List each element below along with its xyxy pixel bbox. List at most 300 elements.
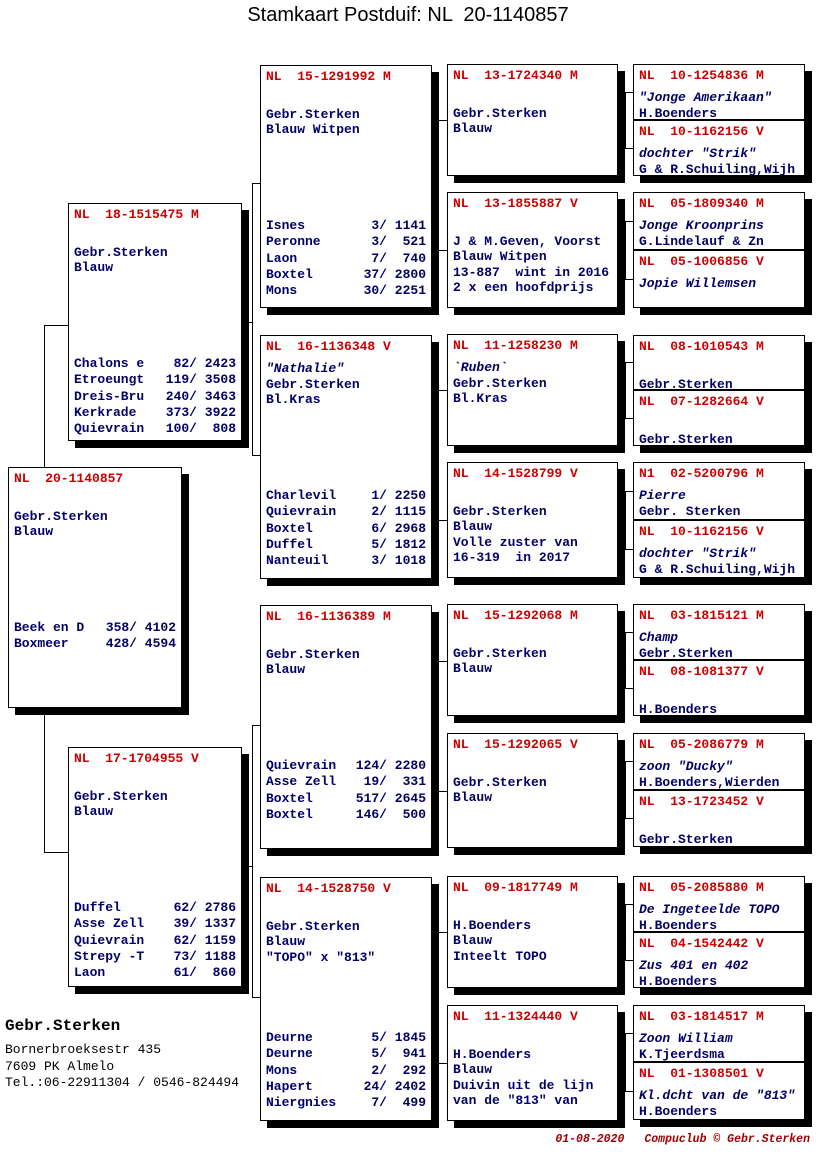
ring-number: NL 13-1723452 V <box>639 794 764 809</box>
result-row <box>266 283 426 299</box>
result-score: 428/ 4594 <box>105 636 176 652</box>
pedigree-box-gg7 <box>447 876 618 988</box>
pedigree-text-line: Gebr.Sterken <box>266 376 360 392</box>
bird-description <box>266 91 426 138</box>
results-list <box>266 758 426 823</box>
pedigree-text-line: Blauw <box>453 790 493 805</box>
pedigree-text-line: Gebr.Sterken <box>639 831 733 847</box>
result-place: Asse Zell <box>74 916 145 932</box>
pedigree-text-line: Volle zuster van <box>453 534 578 550</box>
pedigree-text-line: Gebr.Sterken <box>639 376 733 390</box>
ring-number: NL 08-1010543 M <box>639 339 764 354</box>
pedigree-text-line: 2 x een hoofdprijs <box>453 280 594 295</box>
result-place: Nanteuil <box>266 553 329 569</box>
ring-number: NL 16-1136348 V <box>266 339 391 354</box>
connector-line <box>625 362 633 363</box>
pedigree-box-ggg11 <box>633 733 805 790</box>
pedigree-box-ggg16 <box>633 1062 805 1120</box>
result-score: 146/ 500 <box>355 806 426 822</box>
connector-line <box>438 932 447 933</box>
result-row <box>266 504 426 520</box>
pedigree-text-line <box>453 488 612 504</box>
connector-line <box>252 183 260 184</box>
result-place: Charlevil <box>266 488 337 503</box>
ring-number: NL 13-1855887 V <box>453 196 578 211</box>
result-place: Duffel <box>74 900 121 915</box>
pedigree-text-line <box>14 493 176 509</box>
pedigree-text-line: H.Boenders <box>639 973 718 988</box>
ring-number: NL 03-1815121 M <box>639 608 764 623</box>
pedigree-text-line: Blauw <box>453 661 493 676</box>
pedigree-text-line: Gebr.Sterken <box>639 431 733 446</box>
connector-line <box>625 148 633 149</box>
connector-line <box>438 661 447 662</box>
result-row <box>14 620 176 636</box>
pedigree-text-line: J & M.Geven, Voorst <box>453 233 602 249</box>
result-place: Duffel <box>266 536 313 552</box>
result-place: Quievrain <box>74 421 145 437</box>
connector-line <box>44 708 45 852</box>
footer-credit <box>555 1133 810 1146</box>
result-row <box>74 372 236 388</box>
result-row <box>266 488 426 504</box>
footer-date: 01-08-2020 <box>555 1133 625 1146</box>
bird-description <box>639 361 799 390</box>
bird-description <box>639 630 799 660</box>
pedigree-text-line: Blauw <box>453 519 493 534</box>
result-score: 37/ 2800 <box>355 266 426 282</box>
pedigree-box-gg8 <box>447 1005 618 1121</box>
result-score: 2/ 292 <box>355 1062 426 1078</box>
pedigree-text-line: G & R.Schuiling,Wijh <box>639 561 796 577</box>
result-score: 5/ 1812 <box>355 536 426 552</box>
result-score: 3/ 1018 <box>355 553 426 569</box>
bird-description <box>453 759 612 806</box>
result-place: Isnes <box>266 218 306 233</box>
result-score: 1/ 2250 <box>355 488 426 503</box>
connector-line <box>618 1062 625 1063</box>
pedigree-box-gg5 <box>447 604 618 716</box>
pedigree-text-line: Gebr.Sterken <box>453 645 547 661</box>
result-place: Etroeungt <box>74 372 145 388</box>
ring-number: NL 01-1308501 V <box>639 1066 764 1081</box>
pedigree-box-ggg5 <box>633 335 805 390</box>
bird-description <box>639 90 799 120</box>
pedigree-text-line: Gebr.Sterken <box>453 503 547 519</box>
pedigree-box-ggg1 <box>633 64 805 120</box>
connector-line <box>625 491 626 549</box>
bird-name: `Ruben` <box>453 360 508 375</box>
result-place: Boxtel <box>266 520 313 536</box>
pedigree-box-dam <box>68 747 242 987</box>
pedigree-text-line: Gebr.Sterken <box>74 788 168 804</box>
pedigree-text-line <box>453 90 612 106</box>
result-score: 82/ 2423 <box>165 356 236 371</box>
result-score: 3/ 521 <box>355 234 426 250</box>
connector-line <box>618 520 625 521</box>
ring-number: NL 07-1282664 V <box>639 394 764 409</box>
connector-line <box>618 661 625 662</box>
results-list <box>74 900 236 981</box>
result-place: Mons <box>266 1062 298 1078</box>
connector-line <box>438 120 447 121</box>
bird-name: Pierre <box>639 488 686 503</box>
pedigree-text-line: H.Boenders <box>639 105 718 120</box>
pedigree-text-line: Blauw <box>453 933 493 948</box>
connector-line <box>625 1033 633 1034</box>
result-row <box>266 791 426 807</box>
connector-line <box>252 725 253 997</box>
connector-line <box>625 1033 626 1091</box>
connector-line <box>438 120 439 250</box>
result-place: Quievrain <box>266 758 337 773</box>
result-place: Laon <box>266 250 298 266</box>
pedigree-text-line <box>266 903 426 919</box>
pedigree-box-gg2 <box>447 192 618 308</box>
results-list <box>14 620 176 653</box>
bird-description <box>639 546 799 577</box>
pedigree-text-line: 13-887 wint in 2016 <box>453 264 610 280</box>
bird-name: Kl.dcht van de "813" <box>639 1088 796 1103</box>
bird-description <box>74 229 236 276</box>
result-row <box>266 218 426 234</box>
bird-description <box>639 759 799 790</box>
connector-line <box>44 325 70 326</box>
result-row <box>266 234 426 250</box>
result-row <box>74 389 236 405</box>
ring-number: NL 10-1254836 M <box>639 68 764 83</box>
connector-line <box>438 932 439 1063</box>
pedigree-text-line: "TOPO" x "813" <box>266 949 376 965</box>
pedigree-box-g2 <box>260 335 432 579</box>
owner-address-line1: Bornerbroeksestr 435 <box>5 1042 162 1057</box>
bird-name: Champ <box>639 630 679 645</box>
connector-line <box>618 120 625 121</box>
result-place: Deurne <box>266 1030 313 1045</box>
pedigree-text-line: Gebr.Sterken <box>14 508 108 524</box>
owner-address-line2: 7609 PK Almelo <box>5 1058 115 1074</box>
result-score: 119/ 3508 <box>165 372 236 388</box>
pedigree-text-line: Blauw Witpen <box>453 249 547 264</box>
pedigree-text-line: G.Lindelauf & Zn <box>639 233 764 249</box>
result-score: 39/ 1337 <box>165 916 236 932</box>
result-place: Peronne <box>266 234 321 250</box>
bird-name: "Jonge Amerikaan" <box>639 90 772 105</box>
owner-name: Gebr.Sterken <box>5 1017 121 1035</box>
pedigree-text-line: Blauw <box>266 662 306 677</box>
ring-number: NL 11-1258230 M <box>453 338 578 353</box>
pedigree-box-ggg3 <box>633 192 805 250</box>
ring-number: NL 15-1291992 M <box>266 69 391 84</box>
connector-line <box>625 960 633 961</box>
bird-description <box>639 1088 799 1119</box>
bird-name: dochter "Strik" <box>639 546 757 561</box>
result-place: Hapert <box>266 1078 313 1094</box>
pedigree-box-ggg14 <box>633 932 805 988</box>
result-row <box>74 421 236 437</box>
pedigree-text-line: Blauw <box>74 804 114 819</box>
result-row <box>266 807 426 823</box>
results-list <box>266 1030 426 1111</box>
result-place: Boxtel <box>266 266 313 282</box>
ring-number: N1 02-5200796 M <box>639 466 764 481</box>
result-row <box>266 1030 426 1046</box>
pedigree-text-line: Blauw <box>453 1062 493 1077</box>
result-score: 3/ 1141 <box>355 218 426 233</box>
connector-line <box>625 904 626 960</box>
pedigree-box-ggg7 <box>633 462 805 520</box>
bird-description <box>453 488 612 566</box>
results-list <box>74 356 236 437</box>
bird-description <box>639 488 799 519</box>
ring-number: NL 15-1292068 M <box>453 608 578 623</box>
pedigree-text-line <box>266 631 426 647</box>
result-place: Beek en D <box>14 620 85 635</box>
bird-name: De Ingeteelde TOPO <box>639 902 780 917</box>
pedigree-box-ggg13 <box>633 876 805 932</box>
result-score: 24/ 2402 <box>355 1078 426 1094</box>
connector-line <box>625 632 633 633</box>
pedigree-text-line: Gebr.Sterken <box>453 375 547 391</box>
result-score: 61/ 860 <box>165 965 236 981</box>
result-place: Kerkrade <box>74 404 137 420</box>
result-row <box>266 267 426 283</box>
pedigree-box-sire <box>68 203 242 441</box>
pedigree-text-line: K.Tjeerdsma <box>639 1046 725 1062</box>
pedigree-text-line: Gebr. Sterken <box>639 503 741 519</box>
pedigree-box-ggg2 <box>633 120 805 176</box>
bird-name: zoon "Ducky" <box>639 759 733 774</box>
pedigree-box-gg1 <box>447 64 618 176</box>
ring-number: NL 16-1136389 M <box>266 609 391 624</box>
pedigree-text-line <box>266 91 426 107</box>
connector-line <box>625 688 633 689</box>
connector-line <box>618 790 625 791</box>
ring-number: NL 05-1809340 M <box>639 196 764 211</box>
bird-description <box>74 773 236 820</box>
result-place: Boxtel <box>266 790 313 806</box>
connector-line <box>625 418 633 419</box>
connector-line <box>625 221 626 279</box>
connector-line <box>625 549 633 550</box>
result-row <box>266 537 426 553</box>
result-place: Boxtel <box>266 806 313 822</box>
bird-description <box>266 903 426 965</box>
bird-description <box>453 90 612 137</box>
result-score: 73/ 1188 <box>165 948 236 964</box>
result-row <box>266 521 426 537</box>
pedigree-text-line: Blauw <box>266 934 306 949</box>
ring-number: NL 14-1528750 V <box>266 881 391 896</box>
bird-description <box>266 361 426 408</box>
connector-line <box>625 761 633 762</box>
connector-line <box>618 932 625 933</box>
pedigree-text-line: G & R.Schuiling,Wijh <box>639 161 796 176</box>
pedigree-box-ggg6 <box>633 390 805 446</box>
bird-description <box>453 1031 612 1109</box>
ring-number: NL 10-1162156 V <box>639 124 764 139</box>
result-score: 62/ 2786 <box>165 900 236 915</box>
result-score: 517/ 2645 <box>355 790 426 806</box>
bird-description <box>639 902 799 932</box>
connector-line <box>438 1063 447 1064</box>
result-row <box>266 774 426 790</box>
connector-line <box>242 322 252 323</box>
ring-number: NL 04-1542442 V <box>639 936 764 951</box>
pedigree-text-line <box>453 759 612 775</box>
connector-line <box>625 818 633 819</box>
connector-line <box>44 325 45 467</box>
pedigree-box-subject <box>8 467 182 708</box>
connector-line <box>438 791 447 792</box>
pedigree-text-line: Blauw <box>453 121 493 136</box>
result-row <box>266 553 426 569</box>
bird-description <box>639 816 799 847</box>
result-score: 62/ 1159 <box>165 932 236 948</box>
ring-number: NL 10-1162156 V <box>639 524 764 539</box>
pedigree-text-line <box>639 416 799 432</box>
bird-description <box>453 218 612 296</box>
results-list <box>266 218 426 299</box>
pedigree-text-line: Gebr.Sterken <box>453 774 547 790</box>
result-score: 30/ 2251 <box>355 283 426 299</box>
result-place: Chalons e <box>74 356 145 371</box>
results-list <box>266 488 426 569</box>
bird-description <box>639 218 799 249</box>
pedigree-box-ggg15 <box>633 1005 805 1062</box>
pedigree-text-line: Gebr.Sterken <box>453 105 547 121</box>
pedigree-box-gg3 <box>447 334 618 446</box>
result-place: Deurne <box>266 1046 313 1062</box>
pedigree-text-line: Gebr.Sterken <box>74 244 168 260</box>
pedigree-box-gg4 <box>447 462 618 578</box>
page-title: Stamkaart Postduif: NL 20-1140857 <box>247 4 569 26</box>
pedigree-text-line: Gebr.Sterken <box>266 106 360 122</box>
ring-number: NL 05-1006856 V <box>639 254 764 269</box>
pedigree-text-line <box>453 902 612 918</box>
result-place: Strepy -T <box>74 948 145 964</box>
pedigree-text-line <box>453 630 612 646</box>
bird-description <box>639 1031 799 1062</box>
result-place: Laon <box>74 965 106 981</box>
pedigree-text-line <box>74 773 236 789</box>
bird-name: dochter "Strik" <box>639 146 757 161</box>
ring-number: NL 18-1515475 M <box>74 207 199 222</box>
pedigree-box-g4 <box>260 877 432 1121</box>
connector-line <box>252 725 260 726</box>
result-score: 240/ 3463 <box>165 388 236 404</box>
result-row <box>266 1063 426 1079</box>
result-row <box>266 1046 426 1062</box>
ring-number: NL 15-1292065 V <box>453 737 578 752</box>
pedigree-text-line: Gebr.Sterken <box>266 646 360 662</box>
connector-line <box>625 221 633 222</box>
ring-number: NL 08-1081377 V <box>639 664 764 679</box>
result-row <box>74 405 236 421</box>
connector-line <box>625 761 626 818</box>
connector-line <box>625 632 626 688</box>
connector-line <box>625 92 633 93</box>
pedigree-text-line <box>74 229 236 245</box>
bird-description <box>266 631 426 678</box>
pedigree-text-line: H.Boenders <box>453 917 532 933</box>
pedigree-text-line: Gebr.Sterken <box>639 645 733 660</box>
bird-description <box>453 360 612 407</box>
owner-block <box>5 1016 239 1092</box>
result-score: 5/ 941 <box>355 1046 426 1062</box>
bird-description <box>639 958 799 988</box>
pedigree-box-g1 <box>260 65 432 308</box>
bird-description <box>639 416 799 446</box>
pedigree-text-line <box>639 686 799 702</box>
pedigree-text-line <box>453 1031 612 1047</box>
pedigree-text-line: Inteelt TOPO <box>453 948 547 964</box>
bird-description <box>453 902 612 964</box>
pedigree-text-line: Bl.Kras <box>453 391 508 406</box>
connector-line <box>625 904 633 905</box>
result-score: 6/ 2968 <box>355 520 426 536</box>
result-row <box>266 758 426 774</box>
bird-description <box>639 146 799 176</box>
connector-line <box>438 250 447 251</box>
ring-number: NL 09-1817749 M <box>453 880 578 895</box>
pedigree-text-line: Gebr.Sterken <box>266 918 360 934</box>
connector-line <box>438 520 447 521</box>
connector-line <box>625 1091 633 1092</box>
bird-name: Zoon William <box>639 1031 733 1046</box>
result-score: 100/ 808 <box>165 421 236 437</box>
result-row <box>74 900 236 916</box>
pedigree-text-line <box>453 218 612 234</box>
ring-number: NL 13-1724340 M <box>453 68 578 83</box>
result-place: Mons <box>266 283 298 299</box>
pedigree-text-line: van de "813" van <box>453 1093 578 1108</box>
result-score: 358/ 4102 <box>105 620 176 635</box>
connector-line <box>438 661 439 791</box>
bird-name: Zus 401 en 402 <box>639 958 749 973</box>
ring-number: NL 05-2085880 M <box>639 880 764 895</box>
result-place: Niergnies <box>266 1095 337 1111</box>
connector-line <box>618 250 625 251</box>
ring-number: NL 14-1528799 V <box>453 466 578 481</box>
owner-phone: Tel.:06-22911304 / 0546-824494 <box>5 1075 240 1090</box>
pedigree-text-line: H.Boenders <box>639 701 718 716</box>
bird-description <box>639 276 799 292</box>
bird-description <box>453 630 612 677</box>
connector-line <box>438 390 447 391</box>
pedigree-text-line: Blauw <box>14 524 54 539</box>
result-place: Quievrain <box>266 504 337 520</box>
pedigree-text-line: H.Boenders <box>639 917 718 932</box>
pedigree-box-ggg9 <box>633 604 805 660</box>
result-score: 19/ 331 <box>355 774 426 790</box>
result-row <box>74 356 236 372</box>
result-row <box>74 933 236 949</box>
footer-brand: Compuclub © Gebr.Sterken <box>644 1133 810 1146</box>
pedigree-text-line: 16-319 in 2017 <box>453 550 571 565</box>
connector-line <box>625 362 626 418</box>
bird-description <box>639 686 799 716</box>
result-place: Boxmeer <box>14 636 69 652</box>
result-row <box>74 916 236 932</box>
ring-number: NL 20-1140857 <box>14 471 124 486</box>
ring-number: NL 03-1814517 M <box>639 1009 764 1024</box>
result-score: 5/ 1845 <box>355 1030 426 1045</box>
pedigree-box-ggg10 <box>633 660 805 716</box>
connector-line <box>625 92 626 148</box>
connector-line <box>252 183 253 455</box>
result-score: 124/ 2280 <box>355 758 426 773</box>
